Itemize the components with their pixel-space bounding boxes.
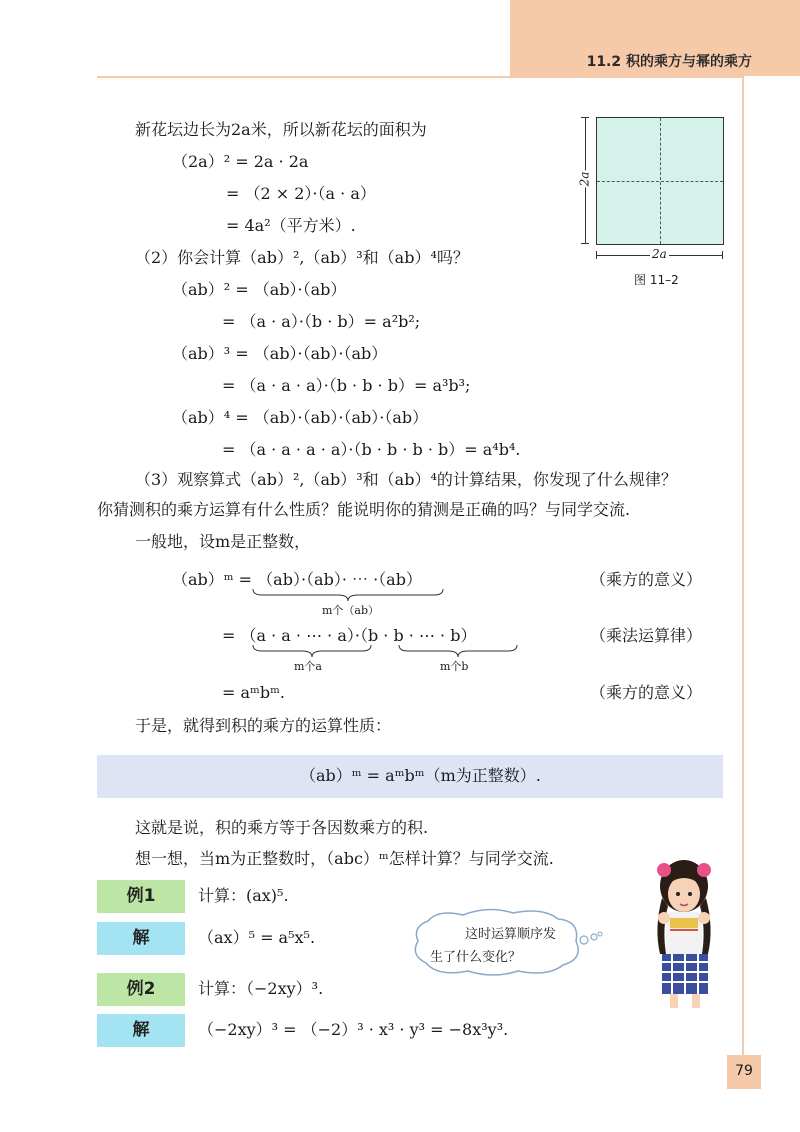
equation-line: （ab）³ = （ab）·（ab）·（ab）	[172, 344, 388, 363]
solution-1-text: （ax）⁵ = a⁵x⁵.	[198, 928, 316, 947]
question-line: （3）观察算式（ab）²,（ab）³和（ab）⁴的计算结果，你发现了什么规律？	[135, 470, 677, 489]
example-1-tag: 例1	[97, 880, 185, 913]
equation-line: （ab）⁴ = （ab）·（ab）·（ab）·（ab）	[172, 408, 429, 427]
derivation-step: = （a · a · ⋯ · a）·（b · b · ⋯ · b）	[222, 626, 477, 645]
flowerbed-square	[596, 117, 724, 245]
solution-1-tag: 解	[97, 922, 185, 955]
derivation-reason: （乘法运算律）	[590, 626, 703, 645]
equation-line: = （2 × 2）·（a · a）	[226, 184, 376, 203]
thought-bubble	[408, 907, 603, 977]
dimension-tick	[581, 117, 589, 118]
dimension-tick	[581, 243, 589, 244]
bubble-text: 生了什么变化？	[430, 950, 522, 965]
bottom-length-label: 2a	[652, 247, 667, 261]
dimension-tick	[596, 251, 597, 259]
side-length-label: 2a	[577, 171, 592, 187]
derivation-reason: （乘方的意义）	[590, 683, 703, 702]
text-line: 你猜测积的乘方运算有什么性质？能说明你的猜测是正确的吗？与同学交流.	[97, 500, 631, 519]
equation-line: = 4a²（平方米）.	[226, 216, 356, 235]
solution-2-tag: 解	[97, 1014, 185, 1047]
text-line: 新花坛边长为2a米，所以新花坛的面积为	[135, 120, 427, 139]
brace-label: m个（ab）	[322, 604, 380, 617]
text-line: 一般地，设m是正整数，	[135, 532, 311, 551]
conclusion-line: 这就是说，积的乘方等于各因数乘方的积.	[135, 818, 429, 837]
text-line: 想一想，当m为正整数时，（abc）ᵐ怎样计算？与同学交流.	[135, 849, 554, 868]
derivation-step: （ab）ᵐ = （ab）·（ab）· ⋯ ·（ab）	[172, 570, 422, 589]
derivation-reason: （乘方的意义）	[590, 570, 703, 589]
page-number: 79	[735, 1063, 753, 1079]
underbrace-a	[252, 644, 372, 658]
solution-2-text: （−2xy）³ = （−2）³ · x³ · y³ = −8x³y³.	[198, 1020, 509, 1039]
derivation-step: = aᵐbᵐ.	[222, 683, 285, 702]
example-2-tag: 例2	[97, 973, 185, 1006]
equation-line: = （a · a · a）·（b · b · b）= a³b³;	[222, 376, 471, 395]
question-line: （2）你会计算（ab）²,（ab）³和（ab）⁴吗？	[135, 248, 469, 267]
underbrace-b	[398, 644, 518, 658]
equation-line: = （a · a · a · a）·（b · b · b · b）= a⁴b⁴.	[222, 440, 521, 459]
equation-line: （ab）² = （ab）·（ab）	[172, 280, 347, 299]
example-2-text: 计算：（−2xy）³.	[198, 979, 324, 998]
brace-label: m个b	[440, 660, 469, 673]
margin-rule	[742, 76, 744, 1056]
equation-line: = （a · a）·（b · b）= a²b²;	[222, 312, 421, 331]
dimension-tick	[722, 251, 723, 259]
property-formula: （ab）ᵐ = aᵐbᵐ（m为正整数）.	[300, 766, 541, 785]
equation-line: （2a）² = 2a · 2a	[172, 152, 309, 171]
text-line: 于是，就得到积的乘方的运算性质：	[135, 716, 392, 735]
underbrace	[252, 588, 444, 602]
figure-caption: 图 11–2	[634, 273, 679, 287]
section-title: 11.2 积的乘方与幂的乘方	[586, 54, 752, 70]
dashed-divider-horizontal	[597, 181, 723, 182]
bubble-text: 这时运算顺序发	[465, 927, 557, 942]
example-1-text: 计算：(ax)⁵.	[198, 886, 289, 905]
student-girl-illustration	[640, 858, 730, 1010]
brace-label: m个a	[294, 660, 322, 673]
header-rule	[97, 76, 743, 78]
